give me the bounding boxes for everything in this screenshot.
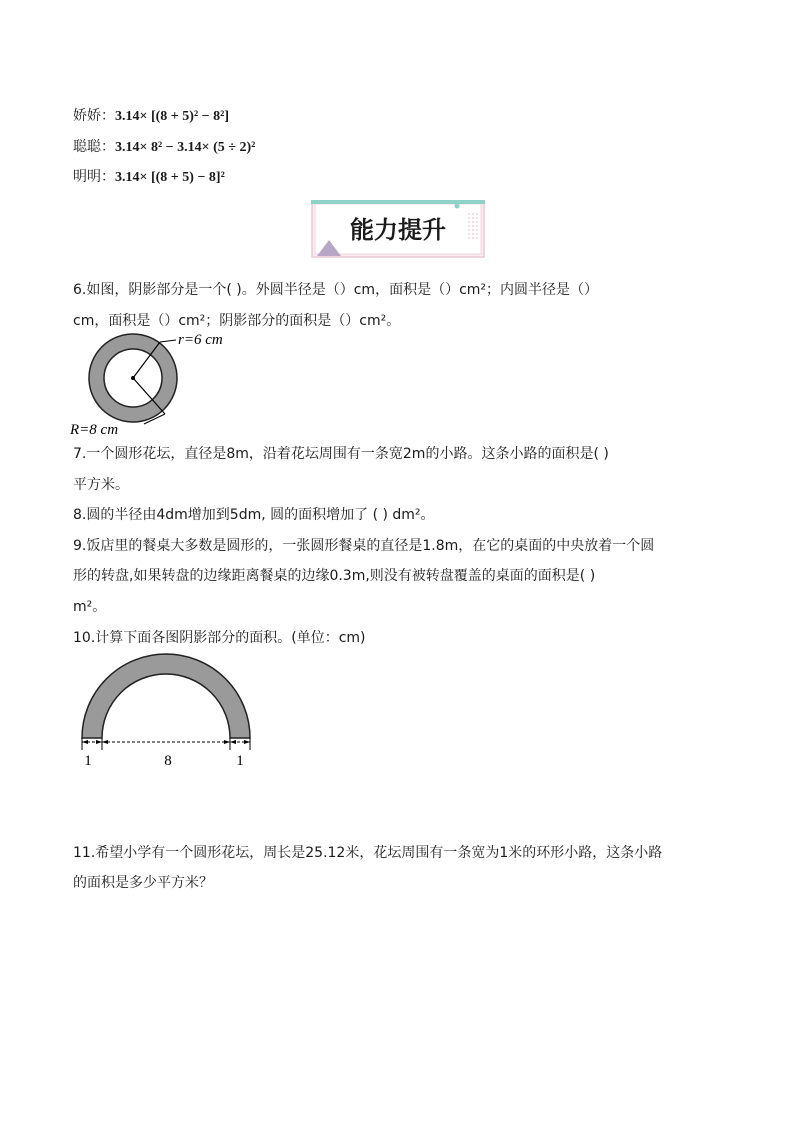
q9-line1: 9.饭店里的餐桌大多数是圆形的，一张圆形餐桌的直径是1.8m，在它的桌面的中央放着一个圆 xyxy=(73,538,655,554)
semi-ring-figure xyxy=(76,650,260,770)
formula-expr: 3.14× 8² − 3.14× (5 ÷ 2)² xyxy=(115,140,256,155)
q11-line2: 的面积是多少平方米？ xyxy=(73,875,213,891)
formula-expr: 3.14× [(8 + 5)² − 8²] xyxy=(115,109,229,124)
section-banner xyxy=(311,200,485,258)
q6-line2: cm，面积是（）cm²；阴影部分的面积是（）cm²。 xyxy=(73,313,401,329)
annulus-figure xyxy=(68,330,258,440)
formula-name: 明明： xyxy=(73,169,115,185)
dim-right: 1 xyxy=(236,753,244,769)
q7-line1: 7.一个圆形花坛，直径是8m，沿着花坛周围有一条宽2m的小路。这条小路的面积是( ) xyxy=(73,446,609,462)
q10-line1: 10.计算下面各图阴影部分的面积。(单位：cm) xyxy=(73,630,366,646)
inner-radius-leader xyxy=(160,340,176,342)
q9-line3: m²。 xyxy=(73,599,107,615)
formula-congcong xyxy=(73,137,255,158)
semi-ring-shape xyxy=(82,654,250,738)
formula-expr: 3.14× [(8 + 5) − 8]² xyxy=(115,170,225,185)
q7-line2: 平方米。 xyxy=(73,477,129,493)
formula-mingming xyxy=(73,167,225,188)
R-label: R=8 cm xyxy=(70,422,119,438)
q6-line1: 6.如图，阴影部分是一个( )。外圆半径是（）cm，面积是（）cm²；内圆半径是（） xyxy=(73,282,599,298)
formula-jiaojiao xyxy=(73,106,229,127)
q9-line2: 形的转盘,如果转盘的边缘距离餐桌的边缘0.3m,则没有被转盘覆盖的桌面的面积是( ) xyxy=(73,568,596,584)
q11-line1: 11.希望小学有一个圆形花坛，周长是25.12米，花坛周围有一条宽为1米的环形小路，这条小路 xyxy=(73,845,663,861)
r-label: r=6 cm xyxy=(178,332,223,348)
dim-left: 1 xyxy=(84,753,92,769)
formula-name: 聪聪： xyxy=(73,139,115,155)
dim-middle: 8 xyxy=(164,753,172,769)
formula-name: 娇娇： xyxy=(73,108,115,124)
banner-title: 能力提升 xyxy=(350,216,446,244)
q8-line1: 8.圆的半径由4dm增加到5dm, 圆的面积增加了 ( ) dm²。 xyxy=(73,507,435,523)
